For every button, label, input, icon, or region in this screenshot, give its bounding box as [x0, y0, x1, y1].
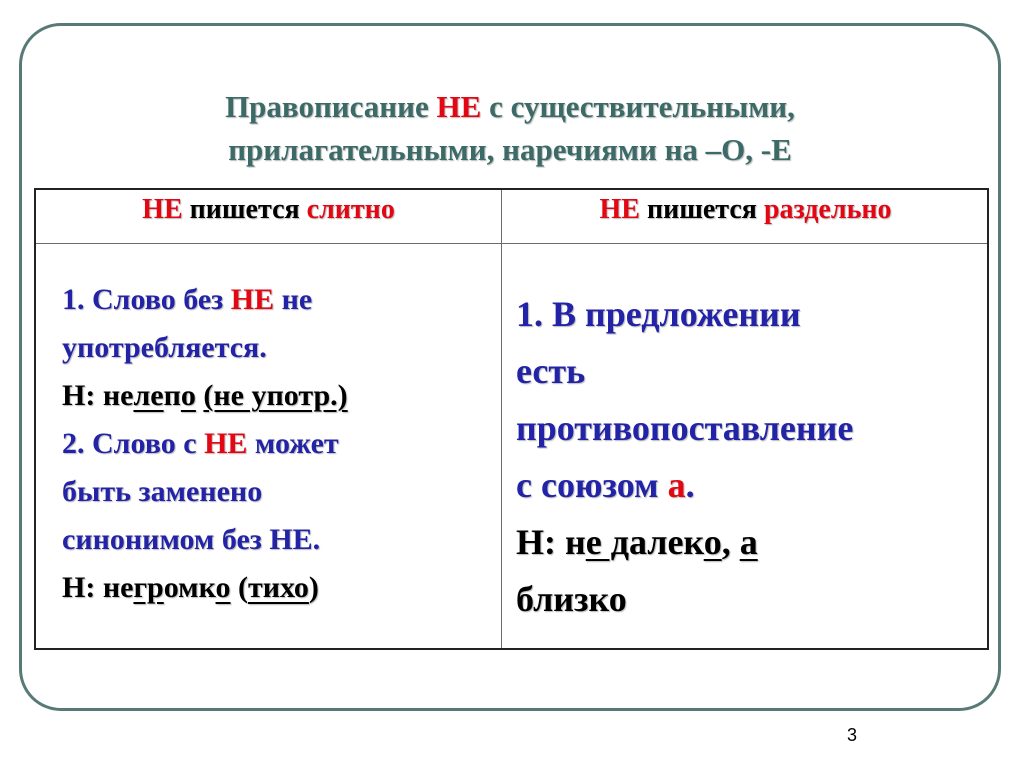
column-divider — [501, 190, 502, 648]
header-together-mode: слитно — [306, 194, 395, 225]
title-text-b: с существительными, — [481, 89, 795, 124]
right-rule1-line2: есть — [516, 351, 586, 391]
left-rule1-line2: употребляется. — [62, 331, 267, 364]
example1-underlined-2: о — [180, 379, 196, 412]
example2-underlined-1: гр — [133, 571, 164, 604]
right-example1: Н: не далеко, а — [516, 522, 758, 562]
right-rule1-line1: 1. В предложении — [516, 294, 801, 334]
title-line-1 — [80, 86, 940, 129]
left-rule2-line3: синонимом без НЕ. — [62, 523, 321, 556]
left-rule1-tail: не — [274, 283, 313, 316]
title-text-a: Правописание — [225, 89, 437, 124]
rules-table — [34, 188, 989, 650]
header-separate — [502, 194, 989, 226]
left-rule2-line1 — [62, 420, 492, 468]
right-example1-line2: близко — [516, 579, 627, 619]
left-rule2-text: 2. Слово с — [62, 427, 205, 460]
slide-title — [80, 86, 940, 172]
left-rule2-line2: быть заменено — [62, 475, 263, 508]
left-rule1-text: 1. Слово без — [62, 283, 231, 316]
header-separate-middle: пишется — [639, 194, 764, 225]
header-together-middle: пишется — [182, 194, 307, 225]
example1-prefix: Н: не — [62, 379, 134, 412]
example1-mid: п — [163, 379, 181, 412]
example2-synonym: тихо — [248, 571, 309, 604]
right-example-underlined-2: о — [703, 522, 722, 562]
header-separate-mode: раздельно — [763, 194, 892, 225]
example2-underlined-2: о — [215, 571, 231, 604]
left-rule1-line1 — [62, 276, 492, 324]
left-rule1-ne: НЕ — [230, 283, 275, 316]
page-number: 3 — [847, 725, 858, 745]
right-rule1-line3: противопоставление — [516, 408, 854, 448]
right-column-content — [516, 286, 986, 628]
left-rule2-ne: НЕ — [204, 427, 248, 460]
left-column-content — [62, 276, 492, 612]
header-separate-ne: НЕ — [599, 194, 640, 225]
right-example-mid: алек — [628, 522, 704, 562]
header-divider — [36, 243, 987, 244]
left-example2: Н: негромко (тихо) — [62, 571, 319, 604]
right-rule1-text: с союзом — [516, 465, 668, 505]
header-together — [36, 194, 501, 226]
left-rule2-tail: может — [247, 427, 339, 460]
right-example-underlined-1: е д — [585, 522, 629, 562]
title-ne: НЕ — [436, 89, 482, 124]
example1-note: (не употр.) — [203, 379, 348, 412]
header-together-ne: НЕ — [142, 194, 183, 225]
example2-prefix: Н: не — [62, 571, 134, 604]
example1-underlined-1: ле — [133, 379, 164, 412]
right-example-conj: а — [739, 522, 758, 562]
right-example-prefix: Н: н — [516, 522, 586, 562]
title-line-2: прилагательными, наречиями на –О, -Е — [228, 131, 792, 167]
right-rule1-conj: а — [667, 465, 686, 505]
right-rule1-line4: с союзом а. — [516, 465, 695, 505]
left-example1 — [62, 372, 492, 420]
example2-mid: омк — [163, 571, 216, 604]
